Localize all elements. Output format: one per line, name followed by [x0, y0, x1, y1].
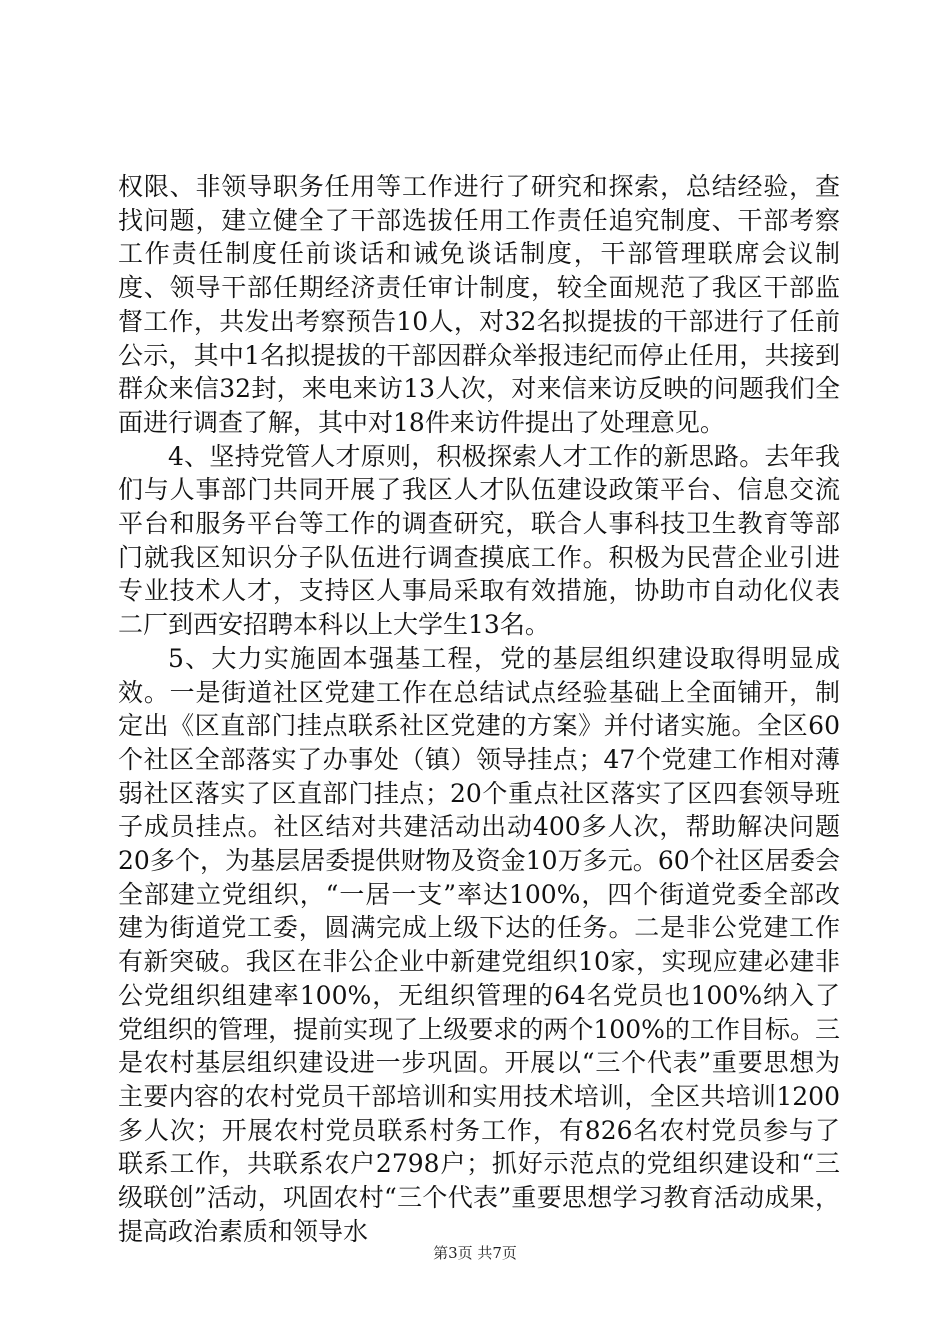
paragraph-continuation: 权限、非领导职务任用等工作进行了研究和探索，总结经验，查找问题，建立健全了干部选拔任用工作责任追究制度、干部考察工作责任制度任前谈话和诫免谈话制度，干部管理联席会议制度、领导干部任期经济责任审计制度，较全面规范了我区干部监督工作，共发出考察预告10人，对32名拟提拔的干部进行了任前公示，其中1名拟提拔的干部因群众举报违纪而停止任用，共接到群众来信32封，来电来访13人次，对来信来访反映的问题我们全面进行调查了解，其中对18件来访件提出了处理意见。 — [118, 172, 840, 437]
paragraph-grassroots-party-building: 5、大力实施固本强基工程，党的基层组织建设取得明显成效。一是街道社区党建工作在总结试点经验基础上全面铺开，制定出《区直部门挂点联系社区党建的方案》并付诸实施。全区60个社区全部落实了办事处（镇）领导挂点；47个党建工作相对薄弱社区落实了区直部门挂点；20个重点社区落实了区四套领导班子成员挂点。社区结对共建活动出动400多人次，帮助解决问题20多个，为基层居委提供财物及资金10万多元。60个社区居委会全部建立党组织，“一居一支”率达100%，四个街道党委全部改建为街道党工委，圆满完成上级下达的任务。二是非公党建工作有新突破。我区在非公企业中新建党组织10家，实现应建必建非公党组织组建率100%，无组织管理的64名党员也100%纳入了党组织的管理，提前实现了上级要求的两个100%的工作目标。三是农村基层组织建设进一步巩固。开展以“三个代表”重要思想为主要内容的农村党员干部培训和实用技术培训，全区共培训1200多人次；开展农村党员联系村务工作，有826名农村党员参与了联系工作，共联系农户2798户；抓好示范点的党组织建设和“三级联创”活动，巩固农村“三个代表”重要思想学习教育活动成果，提高政治素质和领导水 — [118, 643, 840, 1246]
document-body — [118, 170, 840, 1249]
paragraph-talent-work: 4、坚持党管人才原则，积极探索人才工作的新思路。去年我们与人事部门共同开展了我区人才队伍建设政策平台、信息交流平台和服务平台等工作的调查研究，联合人事科技卫生教育等部门就我区知识分子队伍进行调查摸底工作。积极为民营企业引进专业技术人才，支持区人事局采取有效措施，协助市自动化仪表二厂到西安招聘本科以上大学生13名。 — [118, 441, 840, 640]
page-footer: 第3页 共7页 — [433, 1244, 517, 1262]
